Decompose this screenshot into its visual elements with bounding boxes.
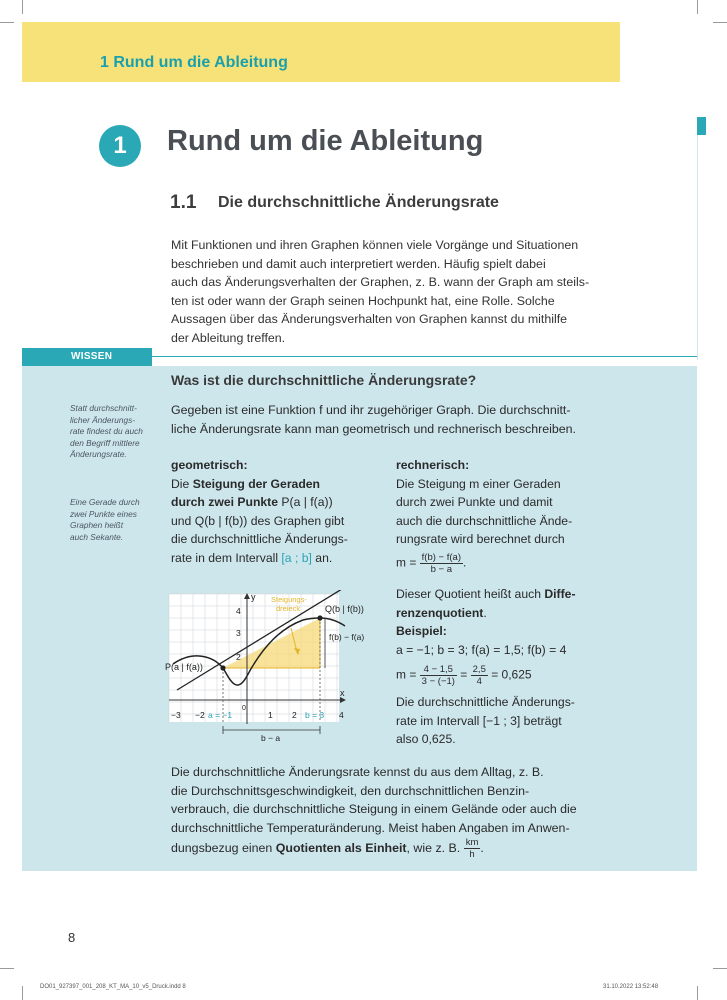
- chapter-number-badge: 1: [99, 125, 141, 167]
- fraction-numerator: 2,5: [472, 664, 486, 675]
- calc-column: [396, 456, 636, 549]
- text-line: Gegeben ist eine Funktion f und ihr zugehöriger Graph. Die durchschnitt-: [171, 403, 571, 417]
- x-tick-label: −3: [171, 710, 181, 720]
- label-x: x: [340, 688, 345, 698]
- text-span: an.: [311, 550, 333, 565]
- intro-paragraph: [171, 236, 631, 347]
- summary-paragraph: Die durchschnittliche Änderungsrate kennst du aus dem Alltag, z. B. die Durchschnittsgeschwindigkeit, den durchschnittlichen Benzin- verbrauch, die durchschnittliche Steigung in einem Gelände oder auch die durchschnittliche Temperaturänderung. Meist haben Angaben im Anwen- dungsbezug einen Quotienten als Einheit, wie z. B. $\frac{km}{h}$ .: [171, 763, 641, 860]
- text-line: und Q(b | f(b)) des Graphen gibt: [171, 513, 345, 528]
- slope-formula: m = $\frac{f(b) - f(a)}{b - a}$ .: [396, 552, 467, 575]
- crop-mark: [0, 968, 14, 969]
- text-line: Die durchschnittliche Änderungs-: [396, 695, 575, 709]
- x-tick-label: a = −1: [208, 710, 233, 720]
- crop-mark: [22, 986, 23, 1000]
- label-triangle-1: Steigungs-: [271, 595, 307, 604]
- x-tick-label: 0: [242, 705, 246, 712]
- text-line: durchschnittliche Temperaturänderung. Meist haben Angaben im Anwen-: [171, 820, 570, 835]
- crop-mark: [22, 0, 23, 14]
- example-calc: [396, 664, 532, 687]
- example-values: a = −1; b = 3; f(a) = 1,5; f(b) = 4: [396, 642, 567, 657]
- text-span: , wie z. B.: [406, 840, 464, 855]
- note-line: auch Sekante.: [70, 531, 124, 542]
- wissen-heading: Was ist die durchschnittliche Änderungsrate?: [171, 372, 477, 388]
- fraction-denominator: 3 − (−1): [421, 676, 455, 687]
- fraction-numerator: km: [465, 837, 479, 848]
- label-fdiff: f(b) − f(a): [329, 632, 365, 642]
- point-P: [220, 665, 225, 670]
- fraction-denominator: h: [469, 849, 475, 860]
- section-title: Die durchschnittliche Änderungsrate: [218, 194, 499, 211]
- print-timestamp: 31.10.2022 13:52:48: [603, 984, 659, 990]
- text-line: Aussagen über das Änderungsverhalten von Graphen kannst du mithilfe: [171, 312, 568, 326]
- margin-note: [70, 403, 166, 461]
- text-line: die Durchschnittsgeschwindigkeit, den durchschnittlichen Benzin-: [171, 783, 530, 798]
- note-line: den Begriff mittlere: [70, 437, 140, 448]
- result-block: [396, 693, 636, 749]
- quotient-block: Dieser Quotient heißt auch Diffe- renzenquotient. Beispiel: a = −1; b = 3; f(a) = 1,5; f(b) = 4: [396, 585, 636, 659]
- secant-graph: [163, 590, 383, 750]
- wissen-intro: [171, 401, 631, 438]
- text-line: verbrauch, die durchschnittliche Steigung in einem Gelände oder auch die: [171, 802, 577, 816]
- x-tick-label: −2: [195, 710, 205, 720]
- text-line: der Ableitung treffen.: [171, 330, 286, 345]
- text-line: durch zwei Punkte und damit: [396, 495, 553, 509]
- text-span: Dieser Quotient heißt auch: [396, 587, 545, 601]
- geometric-title: geometrisch:: [171, 458, 248, 472]
- text-line: auch die durchschnittliche Ände-: [396, 513, 573, 528]
- unit-fraction: [464, 837, 481, 860]
- label-b-minus-a: b − a: [261, 733, 281, 743]
- crop-mark: [697, 986, 698, 1000]
- text-line: Die Steigung m einer Geraden: [396, 476, 561, 491]
- text-span: Die: [171, 476, 193, 491]
- x-tick-label: 1: [268, 710, 273, 720]
- text-line: ten ist oder wann der Graph seinen Hochpunkt hat, eine Rolle. Solche: [171, 293, 555, 308]
- text-line: also 0,625.: [396, 732, 456, 746]
- fraction: [420, 664, 457, 687]
- chapter-side-tab: [697, 117, 706, 135]
- fraction-denominator: b − a: [430, 564, 453, 575]
- fraction: [420, 552, 463, 575]
- text-line: auch das Änderungsverhalten der Graphen, z. B. wann der Graph am steils-: [171, 275, 590, 289]
- label-triangle-2: dreieck: [276, 604, 301, 613]
- text-line: rate im Intervall [−1 ; 3] beträgt: [396, 713, 562, 728]
- label-P: P(a | f(a)): [165, 662, 203, 672]
- text-span: P(a | f(a)): [278, 495, 333, 509]
- print-slug: DO01_927397_001_208_KT_MA_10_v5_Druck.indd 8: [40, 984, 186, 990]
- interval-highlight: [a ; b]: [281, 550, 312, 565]
- y-tick-label: 3: [236, 628, 241, 638]
- text-span: m =: [396, 667, 420, 682]
- fraction-denominator: 4: [476, 676, 482, 687]
- crop-mark: [0, 22, 14, 23]
- wissen-label: WISSEN: [71, 351, 113, 362]
- text-span: = 0,625: [487, 667, 532, 682]
- geometric-column: [171, 456, 386, 567]
- text-line: Die durchschnittliche Änderungsrate kennst du aus dem Alltag, z. B.: [171, 765, 544, 779]
- y-tick-label: 4: [236, 606, 241, 616]
- header-band: [22, 22, 620, 82]
- label-y: y: [251, 592, 256, 602]
- x-tick-label: b = 3: [305, 710, 325, 720]
- text-bold: Diffe-: [544, 587, 576, 601]
- margin-note: [70, 497, 166, 543]
- text-bold: durch zwei Punkte: [171, 495, 278, 509]
- fraction: [471, 664, 488, 687]
- text-span: =: [456, 667, 471, 682]
- crop-mark: [713, 968, 727, 969]
- text-bold: Quotienten als Einheit: [275, 840, 407, 855]
- text-line: die durchschnittliche Änderungs-: [171, 532, 348, 546]
- note-line: Eine Gerade durch: [70, 497, 140, 507]
- text-bold: Steigung der Geraden: [192, 476, 321, 491]
- x-tick-label: 2: [292, 710, 297, 720]
- text-line: Mit Funktionen und ihren Graphen können viele Vorgänge und Situationen: [171, 238, 579, 252]
- chapter-title: Rund um die Ableitung: [167, 125, 484, 157]
- note-line: Statt durchschnitt-: [70, 403, 137, 413]
- note-line: zwei Punkte eines: [70, 508, 137, 519]
- text-line: rungsrate wird berechnet durch: [396, 532, 565, 546]
- calc-title: rechnerisch:: [396, 458, 470, 472]
- text-line: beschrieben und damit auch interpretiert werden. Häufig spielt dabei: [171, 256, 546, 271]
- formula-m: m =: [396, 555, 420, 570]
- crop-mark: [713, 22, 727, 23]
- text-line: liche Änderungsrate kann man geometrisch und rechnerisch beschreiben.: [171, 421, 576, 436]
- fraction-numerator: 4 − 1,5: [420, 664, 457, 676]
- running-header: 1 Rund um die Ableitung: [100, 54, 288, 71]
- text-span: rate in dem Intervall: [171, 550, 282, 565]
- note-line: Graphen heißt: [70, 520, 124, 530]
- right-rule: [697, 135, 698, 360]
- label-Q: Q(b | f(b)): [325, 604, 364, 614]
- y-tick-label: 2: [236, 652, 241, 662]
- section-number: 1.1: [170, 192, 197, 213]
- x-tick-label: 4: [339, 710, 344, 720]
- point-Q: [317, 615, 322, 620]
- note-line: Änderungsrate.: [70, 449, 127, 459]
- page-number: 8: [68, 930, 76, 945]
- example-label: Beispiel:: [396, 624, 447, 638]
- fraction-numerator: f(b) − f(a): [421, 552, 461, 563]
- note-line: licher Änderungs-: [70, 414, 136, 425]
- text-span: dungsbezug einen: [171, 840, 276, 855]
- text-bold: renzenquotient: [396, 605, 484, 620]
- note-line: rate findest du auch: [70, 426, 143, 436]
- crop-mark: [697, 0, 698, 14]
